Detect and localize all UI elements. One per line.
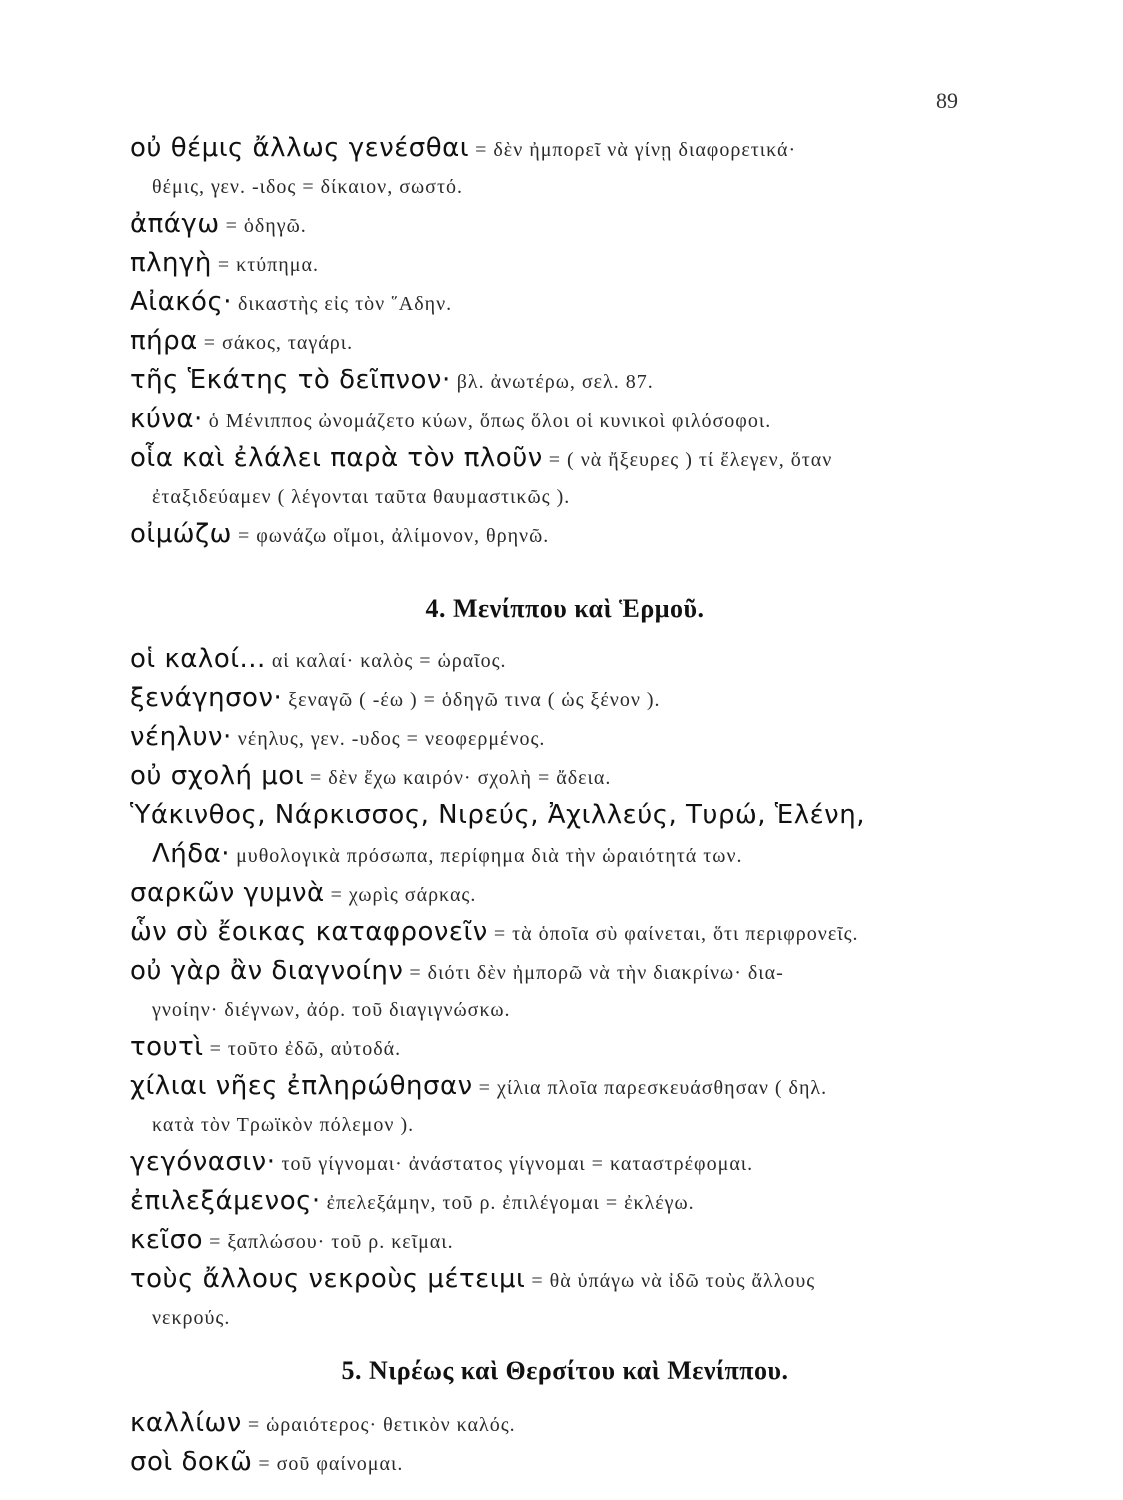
entry-gloss: = θὰ ὑπάγω νὰ ἰδῶ τοὺς ἄλλους: [525, 1270, 816, 1292]
glossary-entry: [130, 1222, 1000, 1261]
entry-gloss: = ξαπλώσου· τοῦ ρ. κεῖμαι.: [203, 1231, 454, 1253]
entry-gloss: = κτύπημα.: [211, 254, 319, 276]
entry-gloss: τοῦ γίγνομαι· ἀνάστατος γίγνομαι = καταστρέφομαι.: [275, 1153, 754, 1175]
glossary-entry: [130, 1029, 1000, 1068]
glossary-entry: [130, 680, 1000, 719]
entry-lemma: οἷα καὶ ἐλάλει παρὰ τὸν πλοῦν: [130, 443, 543, 473]
entry-gloss: = ὡραιότερος· θετικὸν καλός.: [241, 1414, 516, 1436]
glossary-entry: [130, 1068, 1000, 1107]
glossary-entry: [130, 206, 1000, 245]
entry-lemma: κεῖσο: [130, 1225, 204, 1255]
glossary-entry: [130, 1144, 1000, 1183]
entry-gloss: μυθολογικὰ πρόσωπα, περίφημα διὰ τὴν ὡραιότητά των.: [230, 845, 743, 867]
entry-lemma: νέηλυν·: [130, 722, 232, 752]
entry-lemma: Ὑάκινθος, Νάρκισσος, Νιρεύς, Ἀχιλλεύς, Τυρώ, Ἑλένη,: [130, 800, 865, 830]
entry-continuation: κατὰ τὸν Τρωϊκὸν πόλεμον ).: [152, 1114, 415, 1136]
glossary-entry: [130, 362, 1000, 401]
glossary-entry: [130, 758, 1000, 797]
entry-gloss: = χίλια πλοῖα παρεσκευάσθησαν ( δηλ.: [472, 1077, 828, 1099]
entry-gloss: βλ. ἀνωτέρω, σελ. 87.: [450, 371, 654, 393]
page-number: 89: [936, 88, 958, 113]
entry-gloss: = διότι δὲν ἠμπορῶ νὰ τὴν διακρίνω· δια-: [403, 962, 784, 984]
entry-continuation: [130, 836, 1000, 875]
glossary-entry: [130, 1261, 1000, 1300]
glossary-entry: [130, 1183, 1000, 1222]
entry-lemma: χίλιαι νῆες ἐπληρώθησαν: [130, 1071, 473, 1101]
entry-gloss: ξεναγῶ ( -έω ) = ὁδηγῶ τινα ( ὡς ξένον ).: [282, 689, 661, 711]
entry-gloss: δικαστὴς εἰς τὸν ῞Αδην.: [231, 293, 453, 315]
entry-lemma: πληγὴ: [130, 248, 212, 278]
entry-continuation: θέμις, γεν. -ιδος = δίκαιον, σωστό.: [152, 176, 463, 198]
entry-lemma: πήρα: [130, 326, 198, 356]
entry-continuation: ἐταξιδεύαμεν ( λέγονται ταῦτα θαυμαστικῶς ).: [152, 486, 571, 508]
entry-lemma: καλλίων: [130, 1408, 242, 1438]
entry-gloss: = σοῦ φαίνομαι.: [252, 1453, 404, 1475]
glossary-entry: [130, 516, 1000, 555]
entry-lemma: τοὺς ἄλλους νεκροὺς μέτειμι: [130, 1264, 526, 1294]
entry-continuation: γνοίην· διέγνων, ἀόρ. τοῦ διαγιγνώσκω.: [152, 999, 511, 1021]
section-title: 4. Μενίππου καὶ Ἑρμοῦ.: [425, 594, 705, 623]
glossary-entry: [130, 953, 1000, 992]
entry-lemma: γεγόνασιν·: [130, 1147, 276, 1177]
glossary-entry: [130, 245, 1000, 284]
entry-gloss: = φωνάζω οἴμοι, ἀλίμονον, θρηνῶ.: [231, 525, 550, 547]
entry-lemma: ξενάγησον·: [130, 683, 283, 713]
entry-lemma: τουτὶ: [130, 1032, 204, 1062]
entry-lemma: τῆς Ἑκάτης τὸ δεῖπνον·: [130, 365, 451, 395]
glossary-entry: [130, 1405, 1000, 1444]
entry-gloss: = σάκος, ταγάρι.: [197, 332, 354, 354]
entry-continuation: νεκρούς.: [152, 1307, 231, 1329]
entry-gloss: = ὁδηγῶ.: [219, 215, 307, 237]
entry-lemma: οὐ γὰρ ἂν διαγνοίην: [130, 956, 404, 986]
entry-lemma: οἰμώζω: [130, 519, 232, 549]
entry-lemma: οἱ καλοί...: [130, 644, 266, 674]
entry-lemma: Αἰακός·: [130, 287, 232, 317]
glossary-entry: [130, 440, 1000, 479]
glossary-entry: [130, 130, 1000, 169]
entry-gloss: ὁ Μένιππος ὠνομάζετο κύων, ὅπως ὅλοι οἱ κυνικοὶ φιλόσοφοι.: [202, 410, 772, 432]
entry-gloss: ἐπελεξάμην, τοῦ ρ. ἐπιλέγομαι = ἐκλέγω.: [320, 1192, 695, 1214]
entry-lemma: Λήδα·: [152, 839, 231, 869]
entry-lemma: ὧν σὺ ἔοικας καταφρονεῖν: [130, 917, 488, 947]
entry-gloss: = δὲν ἔχω καιρόν· σχολὴ = ἄδεια.: [304, 767, 612, 789]
glossary-entry: [130, 641, 1000, 680]
glossary-entry: [130, 401, 1000, 440]
entry-gloss: = χωρὶς σάρκας.: [324, 884, 477, 906]
entry-lemma: οὐ θέμις ἄλλως γενέσθαι: [130, 133, 470, 163]
entry-gloss: = τὰ ὁποῖα σὺ φαίνεται, ὅτι περιφρονεῖς.: [487, 923, 859, 945]
entry-gloss: νέηλυς, γεν. -υδος = νεοφερμένος.: [231, 728, 546, 750]
glossary: [130, 130, 1000, 1483]
entry-lemma: κύνα·: [130, 404, 203, 434]
glossary-entry: [130, 719, 1000, 758]
entry-gloss: αἱ καλαί· καλὸς = ὡραῖος.: [265, 650, 507, 672]
entry-gloss: = τοῦτο ἐδῶ, αὐτοδά.: [203, 1038, 402, 1060]
entry-gloss: = δὲν ἠμπορεῖ νὰ γίνῃ διαφορετικά·: [469, 139, 797, 161]
entry-lemma: σαρκῶν γυμνὰ: [130, 878, 325, 908]
glossary-entry: [130, 284, 1000, 323]
entry-lemma: ἀπάγω: [130, 209, 220, 239]
section-title: 5. Νιρέως καὶ Θερσίτου καὶ Μενίππου.: [341, 1356, 789, 1385]
glossary-entry: [130, 797, 1000, 836]
glossary-entry: [130, 875, 1000, 914]
glossary-entry: [130, 323, 1000, 362]
entry-lemma: σοὶ δοκῶ: [130, 1447, 253, 1477]
entry-gloss: = ( νὰ ἤξευρες ) τί ἔλεγεν, ὅταν: [542, 449, 833, 471]
entry-lemma: οὐ σχολή μοι: [130, 761, 304, 791]
entry-lemma: ἐπιλεξάμενος·: [130, 1186, 321, 1216]
glossary-entry: [130, 914, 1000, 953]
glossary-entry: [130, 1444, 1000, 1483]
